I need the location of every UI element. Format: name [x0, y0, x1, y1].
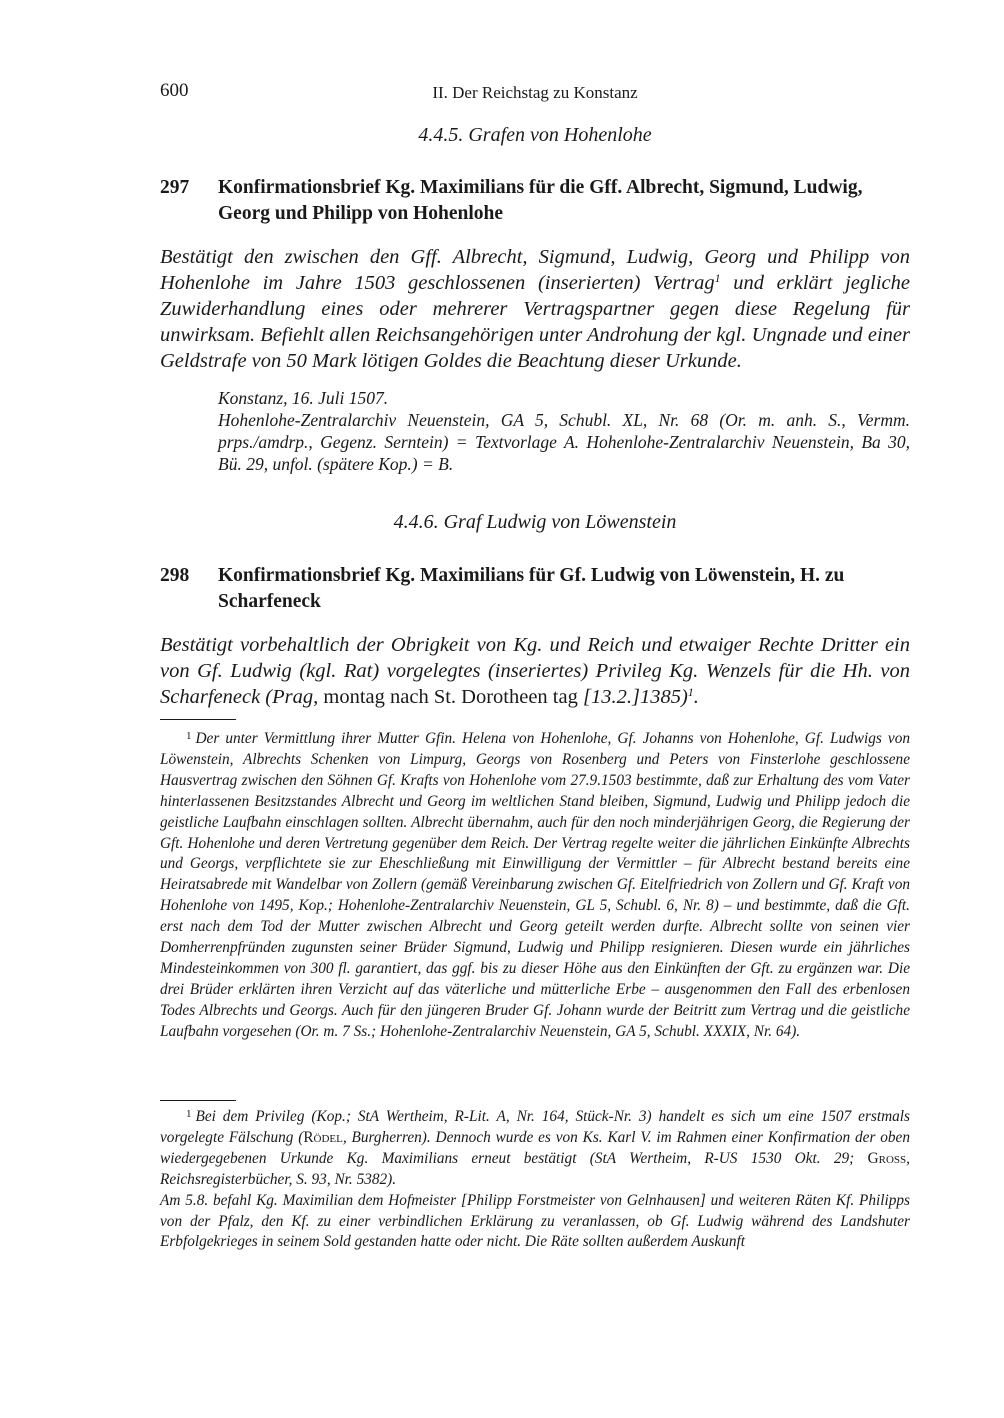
- entry-number: 297: [160, 177, 190, 198]
- section-heading-hohenlohe: 4.4.5. Grafen von Hohenlohe: [418, 124, 652, 146]
- regest-text: und erklärt jegliche Zuwiderhandlung eines oder mehrerer Vertragspartner gegen diese Regelung für unwirksam. Befiehlt allen Reichsangehörigen unter Androhung der kgl. Ungnade und einer Geldstrafe von 50 Mark lötigen Goldes die Beachtung dieser Urkunde.: [160, 272, 910, 372]
- regest-text: Bestätigt vorbehaltlich der Obrigkeit von Kg. und Reich und etwaiger Rechte Dritter ein von Gf. Ludwig (kgl. Rat) vorgelegtes (inseriertes) Privileg Kg. Wenzels für die Hh. von Scharfeneck (Prag,: [160, 634, 910, 708]
- footnote-paragraph: Am 5.8. befahl Kg. Maximilian dem Hofmeister [Philipp Forstmeister von Gelnhausen] und weiteren Räten Kf. Philipps von der Pfalz, den Kf. zu einer verbindlichen Erklärung zu veranlassen, ob Gf. Ludwig während des Landshuter Erbfolgekrieges in seinem Sold gestanden hatte oder nicht. Die Räte sollten außerdem Auskunft: [160, 1191, 910, 1251]
- footnote-reference[interactable]: 1: [714, 271, 721, 285]
- footnote-separator: [160, 1100, 236, 1101]
- footnote-text: , Reichsregisterbücher, S. 93, Nr. 5382).: [160, 1149, 910, 1188]
- entry-297-regest: [160, 244, 910, 374]
- footnote-text: , Burgherren). Dennoch wurde es von Ks. Karl V. im Rahmen einer Konfirmation der oben wiedergegebenen Urkunde Kg. Maximilians erneut bestätigt (StA Wertheim, R-US 1530 Okt. 29;: [160, 1128, 910, 1167]
- archival-sources: Hohenlohe-Zentralarchiv Neuenstein, GA 5, Schubl. XL, Nr. 68 (Or. m. anh. S., Vermm. prps./amdrp., Gegenz. Serntein) = Textvorlage A. Hohenlohe-Zentralarchiv Neuenstein, Ba 30, Bü. 29, unfol. (spätere Kop.) = B.: [218, 410, 910, 474]
- entry-title: Konfirmationsbrief Kg. Maximilians für die Gff. Albrecht, Sigmund, Ludwig, Georg und Philipp von Hohenlohe: [218, 177, 863, 224]
- regest-text: Bestätigt den zwischen den Gff. Albrecht, Sigmund, Ludwig, Georg und Philipp von Hohenlohe im Jahre 1503 geschlossenen (inserierten) Vertrag: [160, 246, 910, 294]
- page-number: 600: [160, 80, 189, 101]
- author-name: Rödel: [303, 1128, 343, 1146]
- entry-297-metadata: [218, 387, 910, 475]
- place-date: Konstanz, 16. Juli 1507.: [218, 388, 389, 408]
- footnote-text: Der unter Vermittlung ihrer Mutter Gfin. Helena von Hohenlohe, Gf. Johanns von Hohenlohe, Gf. Ludwigs von Löwenstein, Albrechts Schenken von Limpurg, Georgs von Rosenberg und Peters von Finsterlohe geschlossene Hausvertrag zwischen den Söhnen Gf. Krafts von Hohenlohe vom 27.9.1503 bestimmte, daß zur Erhaltung des vom Vater hinterlassenen Besitzstandes Albrecht und Georg im weltlichen Stand bleiben, Sigmund, Ludwig und Philipp jedoch die geistliche Laufbahn einschlagen sollten. Albrecht übernahm, auch für den noch minderjährigen Georg, die Regierung der Gft. Hohenlohe und deren Vertretung gegenüber dem Reich. Der Vertrag regelte weiter die jährlichen Einkünfte Albrechts und Georgs, verpflichtete sie zur Eheschließung mit Einwilligung der Vermittler – für Albrecht bestand bereits eine Heiratsabrede mit Wandelbar von Zollern (gemäß Vereinbarung zwischen Gf. Eitelfriedrich von Zollern und Gf. Kraft von Hohenlohe von 1495, Kop.; Hohenlohe-Zentralarchiv Neuenstein, GL 5, Schubl. 6, Nr. 8) – und bestimmte, daß die Gft. erst nach dem Tod der Mutter zwischen Albrecht und Georg geteilt werden durfte. Albrecht sollte von seinen vier Domherrenpfründen zugunsten seiner Brüder Sigmund, Ludwig und Philipp resignieren. Diesen wurde ein jährliches Mindesteinkommen von 300 fl. garantiert, das ggf. bis zu dieser Höhe aus den Einkünften der Gft. zu ergänzen war. Die drei Brüder erklärten ihren Verzicht auf das väterliche und mütterliche Erbe – ausgenommen den Fall des erbenlosen Todes Albrechts und Georgs. Auch für den jüngeren Bruder Gf. Johann wurde der Beitritt zum Vertrag und die geistliche Laufbahn vorgesehen (Or. m. 7 Ss.; Hohenlohe-Zentralarchiv Neuenstein, GA 5, Schubl. XXXIX, Nr. 64).: [160, 730, 910, 1040]
- regest-text: [13.2.]1385): [577, 686, 688, 708]
- footnote-mark: 1: [186, 730, 192, 742]
- entry-title: Konfirmationsbrief Kg. Maximilians für Gf. Ludwig von Löwenstein, H. zu Scharfeneck: [218, 565, 845, 612]
- footnote-reference[interactable]: 1: [687, 685, 694, 699]
- footnote-separator: [160, 719, 236, 720]
- footnote-298: [160, 1104, 910, 1253]
- section-heading-loewenstein: 4.4.6. Graf Ludwig von Löwenstein: [393, 511, 677, 533]
- running-title: II. Der Reichstag zu Konstanz: [432, 83, 638, 102]
- entry-298-regest: [160, 632, 910, 710]
- regest-text: .: [693, 686, 699, 708]
- entry-297-heading: [160, 175, 910, 227]
- entry-298-heading: [160, 563, 910, 615]
- entry-number: 298: [160, 565, 190, 586]
- author-name: Gross: [867, 1149, 907, 1167]
- footnote-297: [160, 726, 910, 1043]
- footnote-text: Bei dem Privileg (Kop.; StA Wertheim, R-Lit. A, Nr. 164, Stück-Nr. 3) handelt es sich um eine 1507 erstmals vorgelegte Fälschung (: [160, 1108, 910, 1146]
- regest-quoted-date: montag nach St. Dorotheen tag: [323, 686, 578, 708]
- footnote-mark: 1: [186, 1108, 192, 1120]
